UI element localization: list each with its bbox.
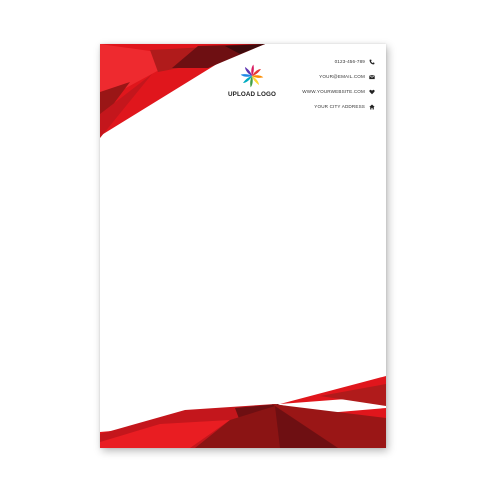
contact-email	[319, 69, 375, 84]
contact-website	[302, 84, 375, 99]
city-address: YOUR CITY ADDRESS	[314, 104, 365, 109]
home-icon	[369, 104, 375, 110]
phone-number: 0123-456-789	[334, 59, 365, 64]
letterhead-page	[100, 44, 386, 448]
pinwheel-logo-icon	[240, 64, 264, 88]
envelope-icon	[369, 74, 375, 80]
logo	[221, 64, 283, 98]
phone-icon	[369, 59, 375, 65]
heart-icon	[369, 89, 375, 95]
website-url: WWW.YOURWEBSITE.COM	[302, 89, 365, 94]
logo-text: UPLOAD LOGO	[228, 91, 276, 98]
bottom-corner-decoration	[100, 376, 386, 448]
contact-info	[302, 54, 375, 114]
email-address: YOUR@EMAIL.COM	[319, 74, 365, 79]
contact-phone	[335, 54, 375, 69]
contact-address	[314, 99, 375, 114]
